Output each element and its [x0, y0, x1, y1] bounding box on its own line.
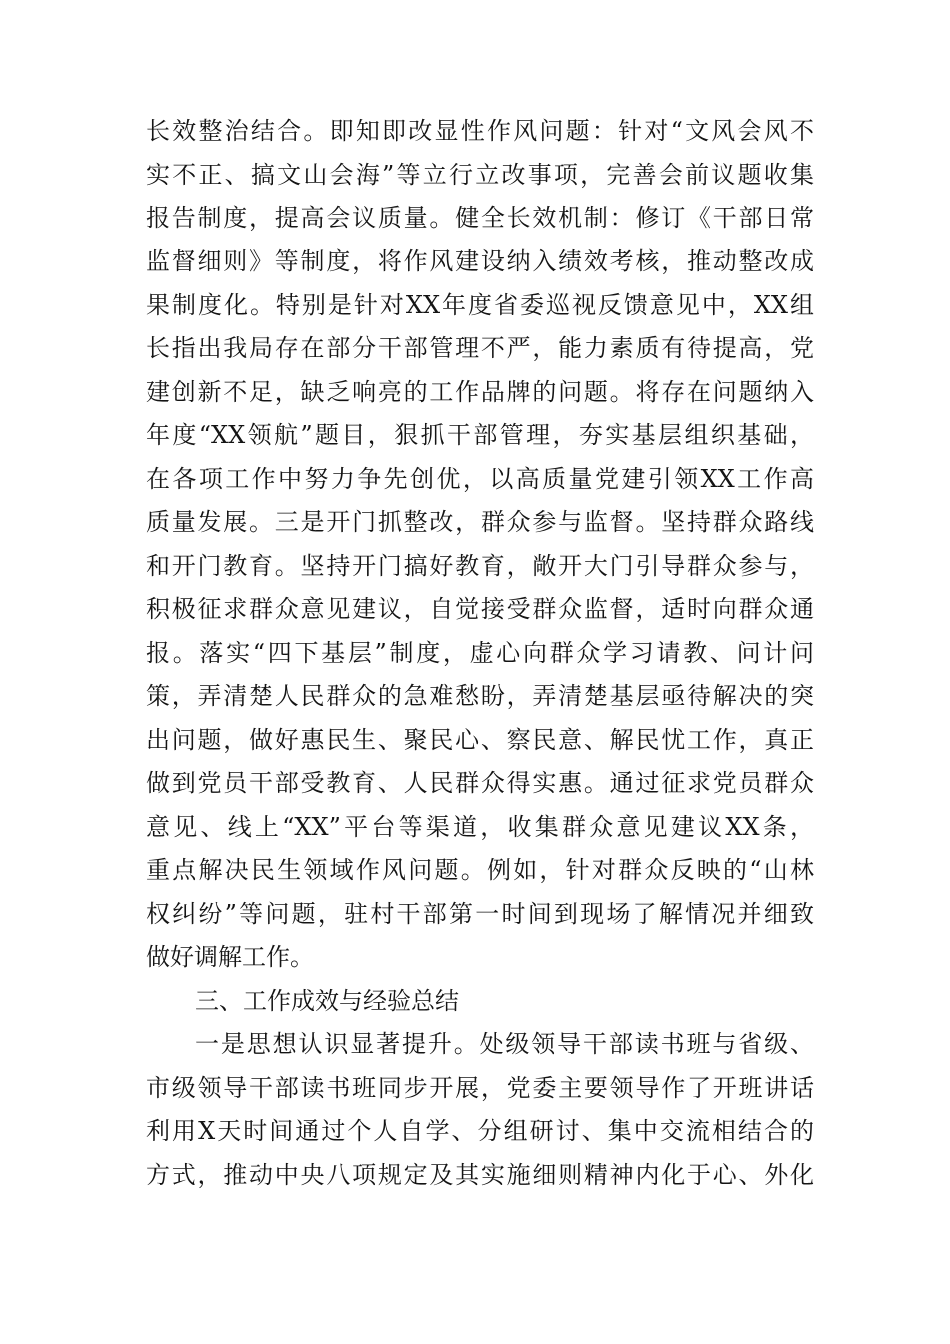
body-text-line: 做好调解工作。	[146, 943, 314, 971]
body-text-line: 年度“XX领航”题目，狠抓干部管理，夯实基层组织基础，	[146, 421, 814, 449]
body-text-line: 监督细则》等制度，将作风建设纳入绩效考核，推动整改成	[146, 247, 814, 275]
body-text-line: 重点解决民生领域作风问题。例如，针对群众反映的“山林	[146, 856, 814, 884]
body-text-line: 方式，推动中央八项规定及其实施细则精神内化于心、外化	[146, 1161, 814, 1189]
body-text-line: 意见、线上“XX”平台等渠道，收集群众意见建议XX条，	[146, 813, 814, 841]
body-text-line: 质量发展。三是开门抓整改，群众参与监督。坚持群众路线	[146, 508, 814, 536]
body-text-line: 实不正、搞文山会海”等立行立改事项，完善会前议题收集	[146, 161, 814, 189]
body-text-line: 积极征求群众意见建议，自觉接受群众监督，适时向群众通	[146, 595, 814, 623]
body-text-line: 利用X天时间通过个人自学、分组研讨、集中交流相结合的	[146, 1117, 814, 1145]
body-text-line: 长指出我局存在部分干部管理不严，能力素质有待提高，党	[146, 334, 814, 362]
section-heading: 三、工作成效与经验总结	[195, 987, 459, 1015]
body-text-line: 果制度化。特别是针对XX年度省委巡视反馈意见中，XX组	[146, 291, 814, 319]
body-text-line: 市级领导干部读书班同步开展，党委主要领导作了开班讲话	[146, 1074, 814, 1102]
body-text-line: 长效整治结合。即知即改显性作风问题：针对“文风会风不	[146, 117, 814, 145]
body-text-line: 建创新不足，缺乏响亮的工作品牌的问题。将存在问题纳入	[146, 378, 814, 406]
body-text-line: 报。落实“四下基层”制度，虚心向群众学习请教、问计问	[146, 639, 814, 667]
body-text-line: 权纠纷”等问题，驻村干部第一时间到现场了解情况并细致	[146, 900, 814, 928]
body-text-line: 在各项工作中努力争先创优，以高质量党建引领XX工作高	[146, 465, 814, 493]
body-text-line: 出问题，做好惠民生、聚民心、察民意、解民忧工作，真正	[146, 726, 814, 754]
paragraph-first-line: 一是思想认识显著提升。处级领导干部读书班与省级、	[195, 1030, 814, 1058]
body-text-line: 和开门教育。坚持开门搞好教育，敞开大门引导群众参与，	[146, 552, 814, 580]
body-text-line: 做到党员干部受教育、人民群众得实惠。通过征求党员群众	[146, 769, 814, 797]
body-text-line: 策，弄清楚人民群众的急难愁盼，弄清楚基层亟待解决的突	[146, 682, 814, 710]
body-text-line: 报告制度，提高会议质量。健全长效机制：修订《干部日常	[146, 204, 814, 232]
